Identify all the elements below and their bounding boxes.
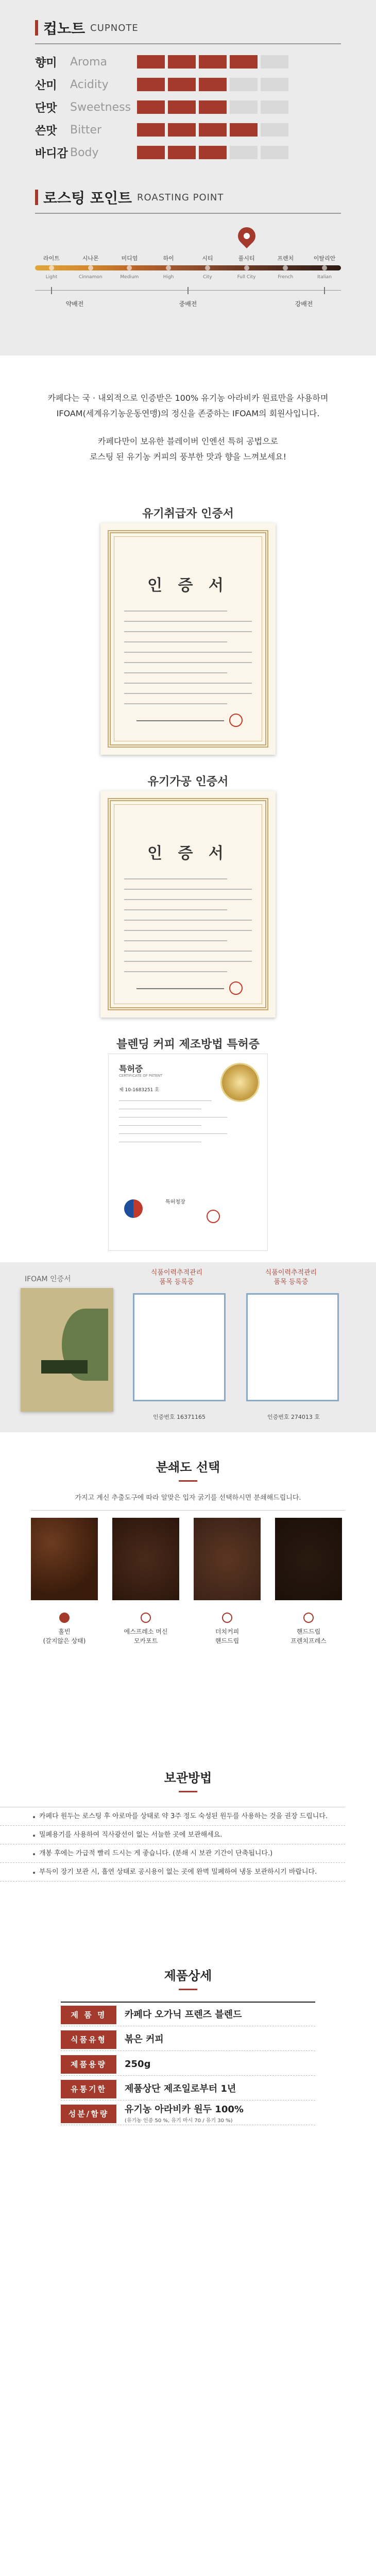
cupnote-level-box (199, 146, 227, 159)
product-row (61, 2053, 315, 2076)
roasting-stage-dot (322, 265, 327, 270)
product-row-value: 카페다 오가닉 프렌즈 블렌드 (125, 2009, 242, 2020)
roasting-stage-label: 시나몬 (82, 255, 99, 262)
roasting-stage-temp: Light (45, 275, 58, 280)
storage-item: 개봉 후에는 가급적 빨리 드시는 게 좋습니다. (분쇄 시 보관 기간이 단축됩니다.) (0, 1844, 345, 1863)
roasting-stage-temp: Medium (120, 275, 139, 280)
food2-document (246, 1293, 339, 1401)
product-row-note: (유기농 인증 50 %, 유기 마시 70 / 유기 30 %) (125, 2118, 233, 2124)
grind-sample-image (194, 1518, 261, 1600)
grind-option-label: 핸드드립 프렌치프레스 (290, 1628, 327, 1645)
roasting-stage-temp: Cinnamon (78, 275, 102, 280)
cupnote-level-box (168, 100, 196, 114)
cupnote-title-en: CUPNOTE (90, 22, 139, 33)
cert-text-line (124, 621, 252, 622)
roasting-group-label: 강배전 (295, 300, 313, 308)
product-row-label: 식품유형 (61, 2030, 116, 2049)
cert-text-line (124, 961, 252, 962)
roasting-stage-label: 시티 (202, 255, 213, 262)
cupnote-level-box (230, 78, 258, 91)
grind-option-label: 에스프레소 머신 모카포트 (124, 1628, 168, 1645)
storage-title: 보관방법 (164, 1771, 212, 1785)
product-row (61, 2004, 315, 2026)
cert-text-line (124, 940, 227, 941)
grind-radio[interactable] (222, 1613, 232, 1623)
storage-item: 부득이 장기 보관 시, 흡연 상태로 공시용이 없는 곳에 완벽 밀폐하여 냉동 보관하시기 바랍니다. (0, 1863, 345, 1882)
cupnote-level-box (168, 146, 196, 159)
cupnote-level-box (261, 123, 288, 137)
food2-caption: 인증번호 274013 호 (267, 1414, 320, 1420)
patent-text-line (119, 1125, 201, 1126)
patent-text-line (119, 1100, 212, 1101)
product-row (61, 2103, 315, 2125)
product-row-label: 제품용량 (61, 2055, 116, 2074)
grind-sample-image (112, 1518, 179, 1600)
cert-doc-title: 인 증 서 (147, 844, 229, 862)
roasting-header (0, 178, 376, 208)
product-row-value: 250g (125, 2059, 151, 2070)
cert-title-handler: 유기취급자 인증서 (142, 507, 234, 520)
food1-title: 식품이력추적관리 품목 등록증 (150, 1269, 203, 1286)
roasting-stage-label: 풀시티 (238, 255, 255, 262)
cert-text-line (124, 631, 252, 632)
roasting-stage-temp: Italian (317, 275, 332, 280)
roasting-stage-temp: City (203, 275, 212, 280)
grind-option-label: 홀빈 (갈지않은 상태) (43, 1628, 86, 1645)
grind-desc: 가지고 계신 추출도구에 따라 알맞은 입자 굵기를 선택하시면 분쇄해드립니다. (75, 1494, 301, 1502)
product-row-value: 유기농 아라비카 원두 100% (125, 2104, 244, 2115)
food1-document (133, 1293, 226, 1401)
grind-radio[interactable] (141, 1613, 151, 1623)
cupnote-level-box (230, 100, 258, 114)
gold-seal-icon (222, 1064, 258, 1100)
cupnote-table (0, 50, 376, 164)
cupnote-row (35, 118, 376, 141)
storage-item: 밀폐용기를 사용하여 직사광선이 없는 서늘한 곳에 보관해세요. (0, 1826, 345, 1844)
cert-text-line (124, 641, 227, 642)
roasting-group-tick (324, 287, 325, 294)
ifoam-logo-icon (41, 1360, 88, 1374)
cert-text-line (124, 951, 252, 952)
product-row-value: 볶은 커피 (125, 2034, 164, 2045)
product-row-value: 제품상단 제조일로부터 1년 (125, 2083, 236, 2094)
cupnote-level-box (261, 146, 288, 159)
cert-text-line (124, 899, 252, 900)
cupnote-level-box (261, 55, 288, 69)
storage-title-underline (179, 1791, 197, 1792)
storage-section (0, 1739, 376, 1945)
intro-line (0, 421, 376, 434)
product-row-label: 제 품 명 (61, 2006, 116, 2024)
cert-text-line (124, 652, 252, 653)
intro-line: 카페다만이 보유한 블레이버 인엔선 특허 공법으로 (97, 436, 278, 446)
cupnote-level-box (199, 55, 227, 69)
ifoam-food-section (0, 1262, 376, 1432)
patent-number: 제 10-1683251 호 (119, 1088, 159, 1093)
cupnote-divider (35, 43, 341, 44)
roasting-title: 로스팅 포인트 (43, 190, 132, 207)
intro-line: 로스팅 된 유기농 커피의 풍부한 맛과 향을 느껴보세요! (89, 452, 287, 462)
cupnote-level-box (199, 78, 227, 91)
cert-stamp-icon (229, 981, 243, 995)
cert-text-line (124, 703, 227, 704)
cert-text-line (124, 693, 252, 694)
cupnote-label-en: Bitter (70, 123, 102, 137)
cert-text-line (124, 889, 252, 890)
roasting-gradient-bar (35, 265, 341, 270)
cupnote-level-box (230, 55, 258, 69)
patent-bottom (0, 1164, 376, 1262)
roasting-stage-temp: French (278, 275, 294, 280)
cert-signature-line (136, 720, 224, 721)
roasting-group-label: 중배전 (179, 300, 197, 308)
product-title-underline (179, 1989, 197, 1990)
cert-text-line (124, 683, 252, 684)
header-bar-icon (35, 190, 38, 205)
brand-intro (0, 355, 376, 465)
roasting-stage-label: 미디엄 (121, 255, 138, 262)
cupnote-label-en: Acidity (70, 78, 109, 91)
cert-handler-document (100, 523, 276, 755)
roasting-stage-dot (244, 265, 249, 270)
cert-title-process: 유기가공 인증서 (147, 775, 229, 788)
cupnote-level-box (261, 78, 288, 91)
cert-text-line (124, 611, 227, 612)
cupnote-section (0, 0, 376, 355)
product-title: 제품상세 (164, 1969, 212, 1983)
patent-doc-sub: CERTIFICATE OF PATENT (119, 1074, 163, 1078)
cupnote-label-ko: 향미 (35, 56, 57, 70)
product-top-line (61, 2002, 315, 2003)
cert-process-document (100, 791, 276, 1018)
cupnote-header (0, 0, 376, 38)
cert-text-line (124, 909, 227, 910)
cert-title-patent: 블렌딩 커피 제조방법 특허증 (116, 1038, 260, 1051)
cupnote-level-box (137, 123, 165, 137)
cupnote-row (35, 96, 376, 118)
cupnote-title: 컵노트 (43, 20, 86, 37)
cupnote-level-box (137, 100, 165, 114)
cupnote-label-ko: 단맛 (35, 101, 57, 115)
roasting-stage-label: 프렌치 (277, 255, 294, 262)
product-row-label: 성분/함량 (61, 2105, 116, 2123)
grind-divider (31, 1510, 345, 1511)
roasting-divider (35, 213, 341, 214)
header-bar-icon (35, 20, 38, 36)
roasting-stage-label: 라이트 (43, 255, 60, 262)
roasting-stage-temp: Full City (237, 275, 256, 280)
grind-sample-image (31, 1518, 98, 1600)
patent-issuer: 특허청장 (165, 1199, 185, 1205)
roasting-group-tick (187, 287, 189, 294)
cert-doc-title: 인 증 서 (147, 577, 229, 595)
roasting-block (0, 178, 376, 353)
cupnote-row (35, 141, 376, 164)
cupnote-level-box (137, 78, 165, 91)
roasting-group-label: 약배전 (65, 300, 84, 308)
patent-stamp-icon (207, 1210, 220, 1223)
cupnote-label-ko: 바디감 (35, 147, 68, 160)
cupnote-level-box (137, 55, 165, 69)
roasting-stage-temp: High (163, 275, 174, 280)
cupnote-label-en: Aroma (70, 55, 107, 69)
storage-item: 카페다 원두는 로스팅 후 아로마를 상태로 약 3주 정도 숙성된 원두를 사용하는 것을 권장 드립니다. (0, 1807, 345, 1826)
cert-text-line (124, 930, 252, 931)
cert-text-line (124, 672, 227, 673)
intro-line: IFOAM(세계유기농운동연맹)의 정신을 존중하는 IFOAM의 회원사입니다. (56, 409, 320, 418)
cupnote-row (35, 50, 376, 73)
roasting-stage-label: 하이 (163, 255, 174, 262)
roasting-stage-dot (88, 265, 93, 270)
intro-line: 카페다는 국 · 내외적으로 인증받은 100% 유기농 아라비카 원료만을 사용하며 (47, 393, 329, 403)
product-row-label: 유통기한 (61, 2080, 116, 2098)
food1-caption: 인증번호 16371165 (153, 1414, 206, 1420)
roasting-marker-pin-icon (234, 224, 259, 248)
product-section (0, 1945, 376, 2233)
food2-title: 식품이력추적관리 품목 등록증 (265, 1269, 317, 1286)
cupnote-level-box (168, 78, 196, 91)
roasting-group-tick (51, 287, 52, 294)
cert-signature-line (136, 988, 224, 989)
cupnote-label-en: Body (70, 146, 99, 159)
patent-document (108, 1054, 268, 1164)
storage-list (0, 1807, 345, 1882)
grind-option-label: 더치커피 핸드드립 (215, 1628, 240, 1645)
patent-doc-title: 특허증 (119, 1064, 143, 1074)
cert-text-line (124, 920, 252, 921)
grind-radio[interactable] (303, 1613, 314, 1623)
cert-text-line (124, 971, 227, 972)
grind-title-underline (179, 1480, 197, 1482)
cupnote-level-box (199, 123, 227, 137)
product-row (61, 2078, 315, 2100)
cert-text-line (124, 662, 252, 663)
cupnote-level-box (261, 100, 288, 114)
korea-ipo-logo-icon (124, 1199, 143, 1218)
patent-text-line (119, 1133, 227, 1134)
cupnote-row (35, 73, 376, 96)
grind-radio[interactable] (59, 1613, 70, 1623)
cupnote-level-box (168, 55, 196, 69)
roasting-stage-label: 이탈리안 (313, 255, 336, 262)
ifoam-title: IFOAM 인증서 (25, 1275, 71, 1283)
cupnote-level-box (168, 123, 196, 137)
cupnote-level-box (137, 146, 165, 159)
grind-title: 분쇄도 선택 (156, 1460, 220, 1475)
cupnote-level-box (199, 100, 227, 114)
roasting-stage-dot (49, 265, 54, 270)
cupnote-level-box (230, 146, 258, 159)
cert-stamp-icon (229, 714, 243, 727)
cert-text-line (124, 878, 227, 879)
cupnote-label-en: Sweetness (70, 100, 131, 114)
patent-document-lower (108, 1163, 268, 1251)
cupnote-level-box (230, 123, 258, 137)
product-row (61, 2028, 315, 2051)
cert-section (0, 355, 376, 1164)
grind-sample-image (275, 1518, 342, 1600)
roasting-title-en: ROASTING POINT (137, 192, 224, 203)
grind-section (0, 1432, 376, 1739)
ifoam-document (21, 1288, 113, 1412)
cupnote-label-ko: 쓴맛 (35, 124, 57, 138)
roasting-stage-dot (205, 265, 210, 270)
cupnote-label-ko: 산미 (35, 79, 57, 92)
